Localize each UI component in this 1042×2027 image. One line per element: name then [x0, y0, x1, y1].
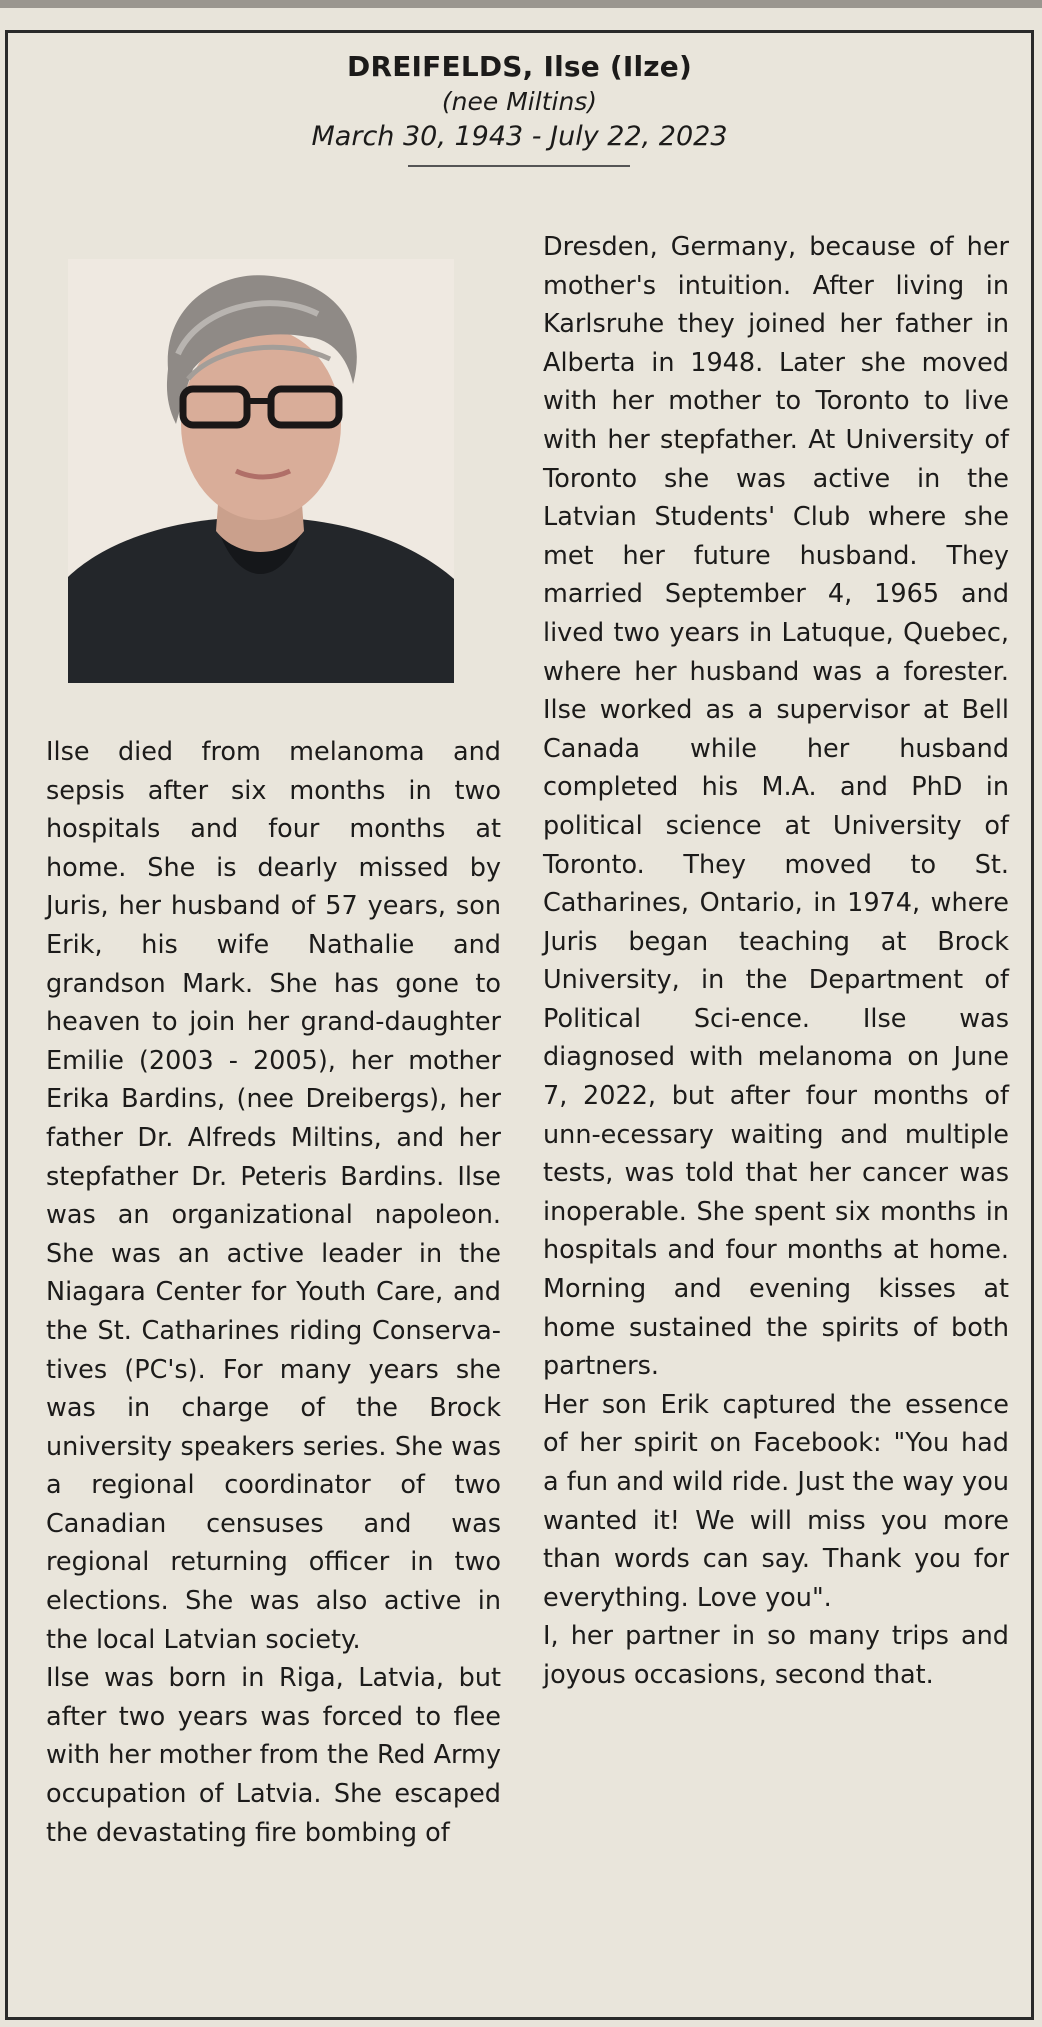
obituary-frame [5, 30, 1034, 2020]
paragraph: Her son Erik captured the essence of her spirit on Facebook: "You had a fun and wild ride. Just the way you wanted it! We will miss you more than words can say. Thank you for everything. Love you". [543, 1389, 1009, 1613]
obituary-header [8, 49, 1031, 155]
left-column [46, 733, 501, 1852]
paragraph: I, her partner in so many trips and joyous occasions, second that. [543, 1621, 1009, 1690]
paragraph: Ilse was born in Riga, Latvia, but after two years was forced to flee with her mother from the Red Army occupation of Latvia. She escaped the devastating fire bombing of [46, 1663, 501, 1848]
paragraph: Dresden, Germany, because of her mother's intuition. After living in Karlsruhe they joined her father in Alberta in 1948. Later she moved with her mother to Toronto to live with her stepfather. At University of Toronto she was active in the Latvian Students' Club where she met her future husband. They married September 4, 1965 and lived two years in Latuque, Quebec, where her husband was a forester. Ilse worked as a supervisor at Bell Canada while her husband completed his M.A. and PhD in political science at University of Toronto. They moved to St. Catharines, Ontario, in 1974, where Juris began teaching at Brock University, in the Department of Political Sci-ence. Ilse was diagnosed with melanoma on June 7, 2022, but after four months of unn-ecessary waiting and multiple tests, was told that her cancer was inoperable. She spent six months in hospitals and four months at home. Morning and evening kisses at home sustained the spirits of both partners. [543, 232, 1009, 1382]
deceased-name: DREIFELDS, Ilse (Ilze) [347, 50, 692, 83]
life-dates: March 30, 1943 - July 22, 2023 [311, 121, 728, 152]
right-column [543, 228, 1009, 1695]
header-divider [408, 165, 630, 167]
maiden-name: (nee Miltins) [441, 87, 598, 116]
paragraph: Ilse died from melanoma and sepsis after six months in two hospitals and four months at home. She is dearly missed by Juris, her husband of 57 years, son Erik, his wife Nathalie and grandson Mark. She has gone to heaven to join her grand-daughter Emilie (2003 - 2005), her mother Erika Bardins, (nee Dreibergs), her father Dr. Alfreds Miltins, and her stepfather Dr. Peteris Bardins. Ilse was an organizational napoleon. She was an active leader in the Niagara Center for Youth Care, and the St. Catharines riding Conserva-tives (PC's). For many years she was in charge of the Brock university speakers series. She was a regional coordinator of two Canadian censuses and was regional returning officer in two elections. She was also active in the local Latvian society. [46, 737, 501, 1655]
portrait-photo [68, 259, 454, 683]
page-top-edge [0, 0, 1042, 8]
